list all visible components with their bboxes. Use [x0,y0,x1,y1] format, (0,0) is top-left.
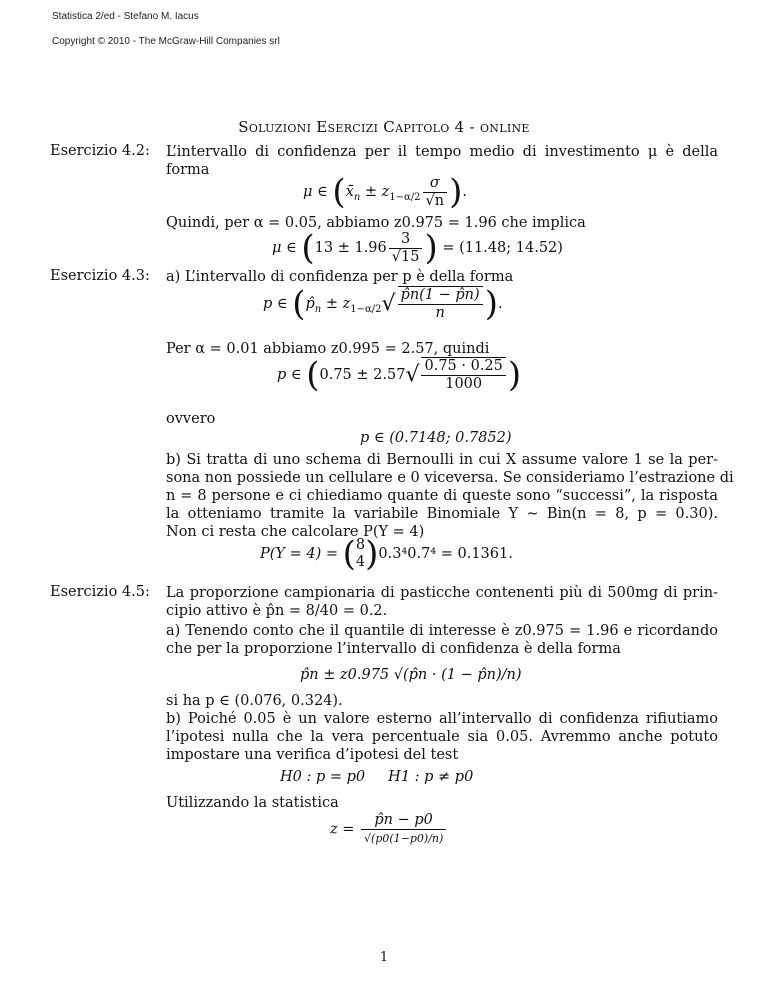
page-title: Soluzioni Esercizi Capitolo 4 - online [238,118,530,136]
ex45-para2-line3: l’ipotesi nulla che la vera percentuale sia 0.05. Avremmo anche potuto [166,729,718,745]
ex43-para-line2: sona non possiede un cellulare e 0 viceversa. Se consideriamo l’estrazione di [166,470,734,486]
ex42-line2: forma [166,162,210,178]
ex45-para2-line4: impostare una verifica d’ipotesi del test [166,747,459,763]
ex43-para-line3: n = 8 persone e ci chiediamo quante di queste sono “successi”, la risposta [166,488,718,504]
header-book-title: Statistica 2/ed - Stefano M. Iacus [52,11,199,22]
ex42-line1: L’intervallo di confidenza per il tempo medio di investimento μ è della [166,144,718,160]
header-copyright: Copyright © 2010 - The McGraw-Hill Companies srl [52,36,280,47]
ex45-para1-line2: cipio attivo è p̂n = 8/40 = 0.2. [166,603,388,619]
ex42-formula-result: μ ∈ (13 ± 1.96 $\frac{3}{√15}$ ) = (11.48; 14.52) [272,228,563,268]
page-number: 1 [379,950,389,965]
exercise-label-4-5: Esercizio 4.5: [50,584,150,600]
exercise-label-4-3: Esercizio 4.3: [50,268,150,284]
ex43-line2: Per α = 0.01 abbiamo z0.995 = 2.57, quindi [166,341,490,357]
ex45-para1-line1: La proporzione campionaria di pasticche contenenti più di 500mg di prin- [166,585,718,601]
ex43-line3: ovvero [166,411,216,427]
ex43-formula-interval: p ∈ ($p̂_n \pm z_{1-\alpha/2}√$ $\frac{p̂n(1 - p̂n)}{n}$ ). [263,284,503,324]
ex42-line3: Quindi, per α = 0.05, abbiamo z0.975 = 1.96 che implica [166,215,586,231]
ex45-formula-statistic: z = $\frac{p̂n - p0}{√(p0(1-p0)/n)}$ [330,812,448,847]
ex43-para-line5: Non ci resta che calcolare P(Y = 4) [166,524,425,540]
ex43-para-line4: la otteniamo tramite la variabile Binomiale Y ∼ Bin(n = 8, p = 0.30). [166,506,718,522]
ex43-para-line1: b) Si tratta di uno schema di Bernoulli in cui X assume valore 1 se la per- [166,452,718,468]
ex45-para2-line2: b) Poiché 0.05 è un valore esterno all’intervallo di confidenza rifiutiamo [166,711,718,727]
ex45-para1-line3: a) Tenendo conto che il quantile di interesse è z0.975 = 1.96 e ricordando [166,623,718,639]
ex43-formula-values: p ∈ (0.75 ± 2.57√ $\frac{0.75 \cdot 0.25}{1000}$ ) [277,355,522,395]
ex43-formula-binomial: P(Y = 4) = ( 8 4 )0.3⁴0.7⁴ = 0.1361. [260,534,513,574]
exercise-label-4-2: Esercizio 4.2: [50,143,150,159]
ex42-formula-interval: μ ∈ ($x̄_n \pm z_{1-\alpha/2}$ $\frac{\sigma}{√n}$ ). [303,172,467,212]
ex43-line1: a) L’intervallo di confidenza per p è della forma [166,269,514,285]
ex45-line-last: Utilizzando la statistica [166,795,339,811]
ex45-formula-hypotheses: H0 : p = p0 H1 : p ≠ p0 [280,769,474,785]
ex43-formula-result: p ∈ (0.7148; 0.7852) [360,430,512,446]
ex45-para2-line1: si ha p ∈ (0.076, 0.324). [166,693,343,709]
ex45-formula-interval: p̂n ± z0.975 √(p̂n · (1 − p̂n)/n) [300,667,522,683]
ex45-para1-line4: che per la proporzione l’intervallo di confidenza è della forma [166,641,621,657]
